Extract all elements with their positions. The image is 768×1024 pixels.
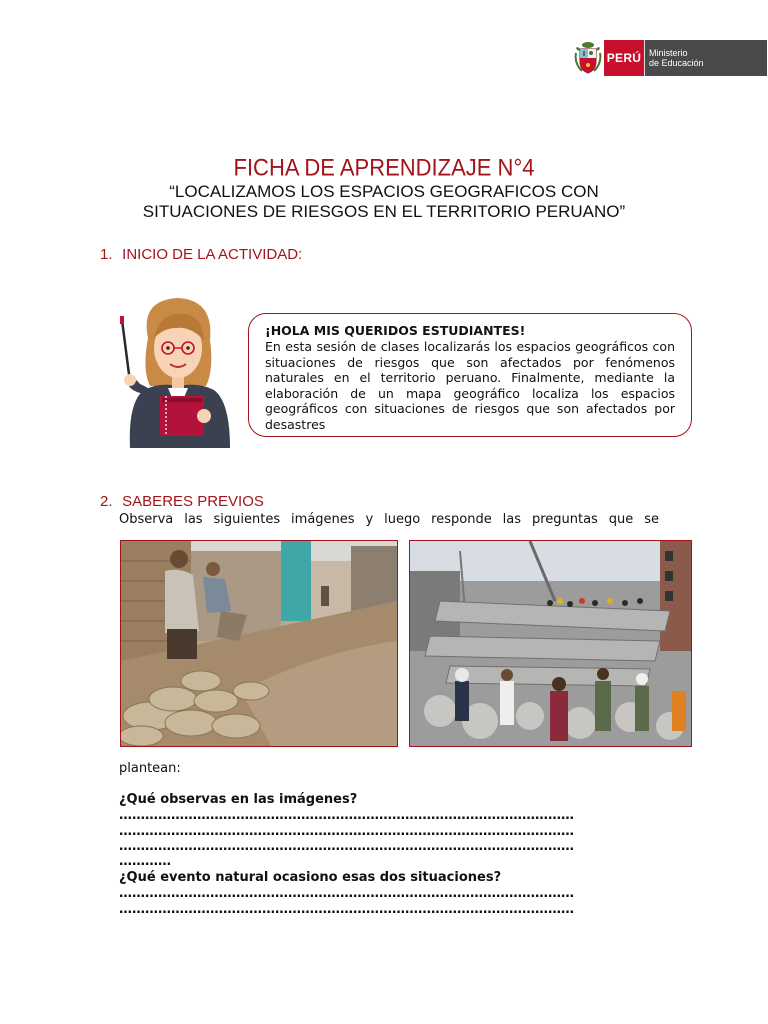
question-1: ¿Qué observas en las imágenes?: [119, 792, 358, 807]
answer-line[interactable]: ……………………………………………………………………………………………: [119, 886, 574, 901]
ministry-line-1: Ministerio: [649, 48, 688, 58]
speech-bubble: [248, 313, 692, 437]
minedu-logo: [572, 40, 767, 76]
answer-line[interactable]: ……………………………………………………………………………………………: [119, 808, 574, 823]
question-2: ¿Qué evento natural ocasiono esas dos situaciones?: [119, 870, 502, 885]
subtitle-line-1: “LOCALIZAMOS LOS ESPACIOS GEOGRAFICOS CON: [169, 182, 599, 201]
ministry-label: [644, 40, 767, 76]
section-2-heading: [100, 493, 264, 510]
section-1-number: 1.: [100, 246, 113, 263]
speech-greeting: ¡HOLA MIS QUERIDOS ESTUDIANTES!: [265, 323, 526, 338]
subtitle-line-2: SITUACIONES DE RIESGOS EN EL TERRITORIO PERUANO”: [142, 202, 626, 221]
speech-body: En esta sesión de clases localizarás los espacios geográficos con situaciones de riesgos que son afectados por fenómenos naturales en el territorio peruano. Finalmente, mediante la elaboración de un mapa geográfico localiza los espacios geográficos con situaciones de riesgos que son afectados por desastres: [265, 339, 675, 431]
page-title: FICHA DE APRENDIZAJE N°4: [233, 153, 535, 181]
answer-line[interactable]: ……………………………………………………………………………………………: [119, 824, 574, 839]
page-subtitle: [0, 182, 768, 222]
flood-photo: [120, 540, 398, 747]
teacher-illustration: [110, 290, 240, 450]
peru-label: PERÚ: [604, 40, 644, 76]
earthquake-photo: [409, 540, 692, 747]
section-2-number: 2.: [100, 493, 113, 510]
section-1-heading: [100, 246, 302, 263]
answer-line[interactable]: ……………………………………………………………………………………………: [119, 839, 574, 854]
answer-line[interactable]: …………: [119, 854, 171, 869]
answer-line[interactable]: ……………………………………………………………………………………………: [119, 902, 574, 917]
section-2-intro: Observa las siguientes imágenes y luego responde las preguntas que se: [119, 512, 659, 527]
section-2-title: SABERES PREVIOS: [122, 493, 264, 510]
intro-continuation: plantean:: [119, 761, 181, 776]
ministry-line-2: de Educación: [649, 58, 704, 68]
coat-of-arms-icon: [572, 40, 604, 76]
section-1-title: INICIO DE LA ACTIVIDAD:: [122, 246, 303, 263]
